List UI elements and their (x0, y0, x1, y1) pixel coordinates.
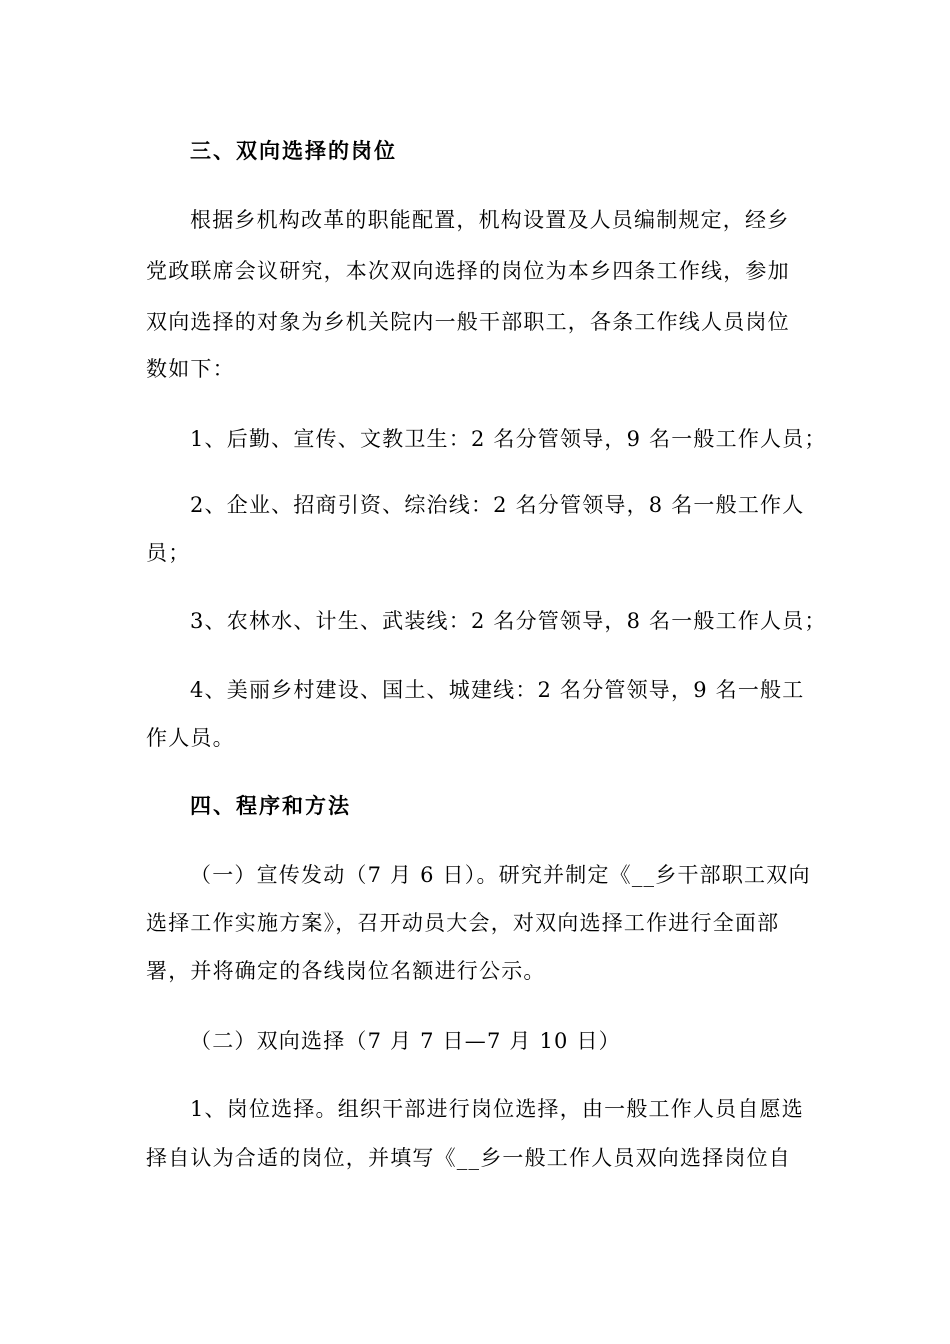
paragraph-line: 根据乡机构改革的职能配置，机构设置及人员编制规定，经乡 (190, 208, 790, 232)
list-item: 4、美丽乡村建设、国土、城建线：2 名分管领导，9 名一般工 (190, 678, 805, 702)
paragraph-line: 选择工作实施方案》，召开动员大会，对双向选择工作进行全面部 (146, 911, 780, 935)
paragraph-line: （一）宣传发动（7 月 6 日）。研究并制定《__乡干部职工双向 (190, 863, 811, 887)
list-item-continuation: 作人员。 (146, 726, 235, 750)
paragraph-line: 党政联席会议研究，本次双向选择的岗位为本乡四条工作线，参加 (146, 259, 790, 283)
list-item-continuation: 员； (146, 541, 191, 565)
section-4-heading: 四、程序和方法 (190, 793, 351, 818)
paragraph-line: 署，并将确定的各线岗位名额进行公示。 (146, 959, 546, 983)
list-item: 3、农林水、计生、武装线：2 名分管领导，8 名一般工作人员； (190, 609, 827, 633)
paragraph-line: 择自认为合适的岗位，并填写《__乡一般工作人员双向选择岗位自 (146, 1146, 791, 1170)
paragraph-line: 双向选择的对象为乡机关院内一般干部职工，各条工作线人员岗位 (146, 310, 790, 334)
list-item: 1、后勤、宣传、文教卫生：2 名分管领导，9 名一般工作人员； (190, 427, 827, 451)
section-3-heading: 三、双向选择的岗位 (190, 138, 397, 163)
step-2-heading: （二）双向选择（7 月 7 日—7 月 10 日） (190, 1029, 621, 1053)
paragraph-line: 数如下： (146, 357, 235, 381)
paragraph-line: 1、岗位选择。组织干部进行岗位选择，由一般工作人员自愿选 (190, 1097, 804, 1121)
list-item: 2、企业、招商引资、综治线：2 名分管领导，8 名一般工作人 (190, 493, 805, 517)
